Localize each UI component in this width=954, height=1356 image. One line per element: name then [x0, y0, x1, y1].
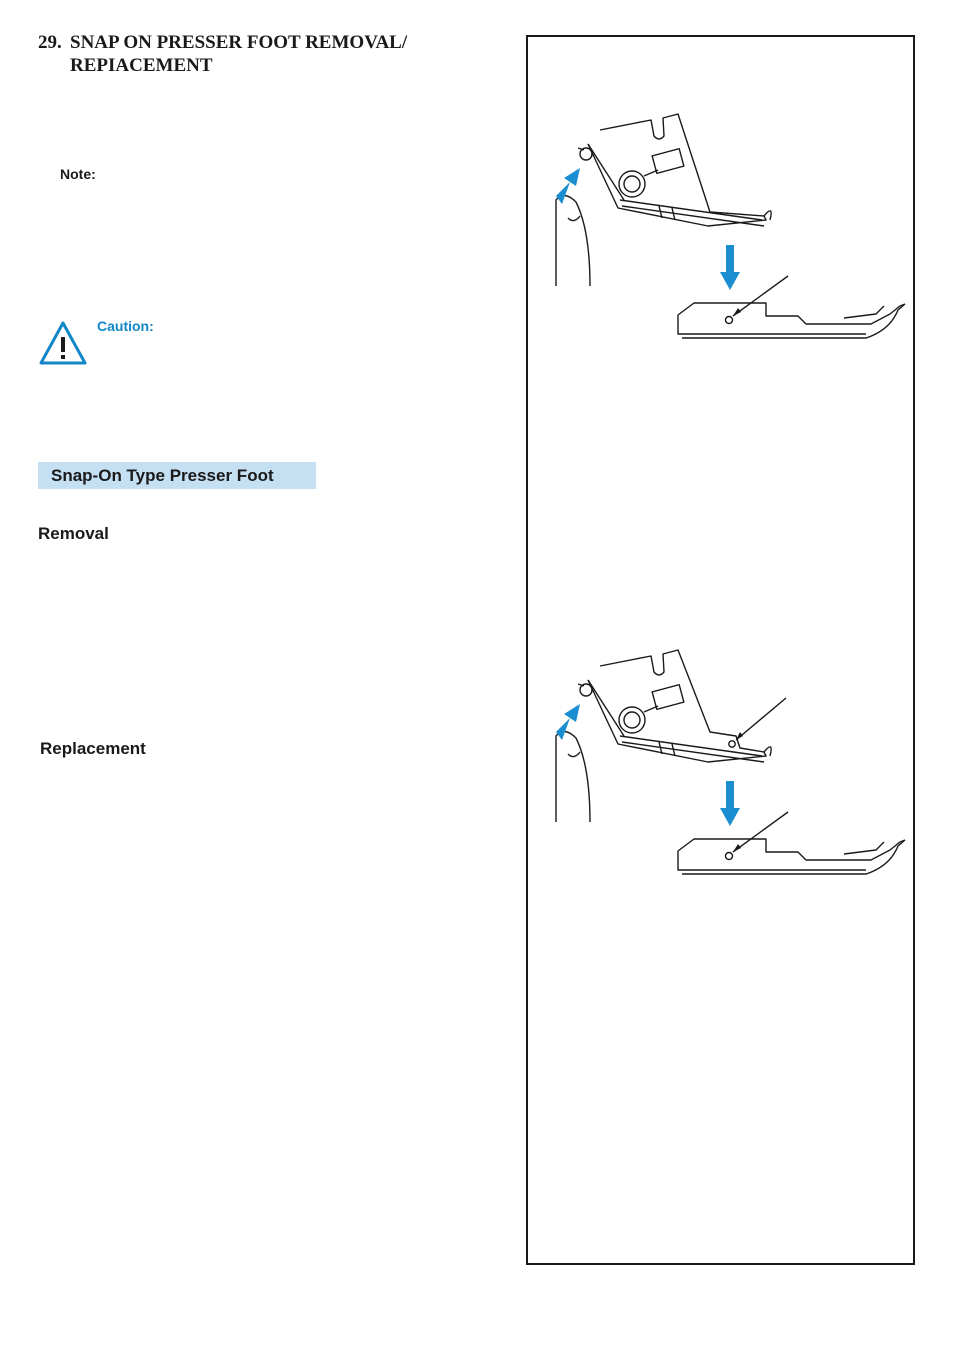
title-line-1: SNAP ON PRESSER FOOT REMOVAL/ — [70, 32, 408, 53]
replacement-heading: Replacement — [40, 739, 146, 758]
removal-illustration — [526, 100, 915, 360]
title-line-2: REPIACEMENT — [70, 55, 213, 76]
page-title — [38, 31, 478, 77]
replacement-illustration — [526, 636, 915, 896]
warning-triangle-icon — [38, 320, 88, 366]
note-label: Note: — [60, 166, 96, 182]
section-heading-bar — [38, 462, 316, 489]
caution-label: Caution: — [97, 318, 154, 334]
removal-heading: Removal — [38, 524, 109, 543]
section-number: 29. — [38, 32, 62, 53]
section-heading: Snap-On Type Presser Foot — [51, 466, 274, 485]
